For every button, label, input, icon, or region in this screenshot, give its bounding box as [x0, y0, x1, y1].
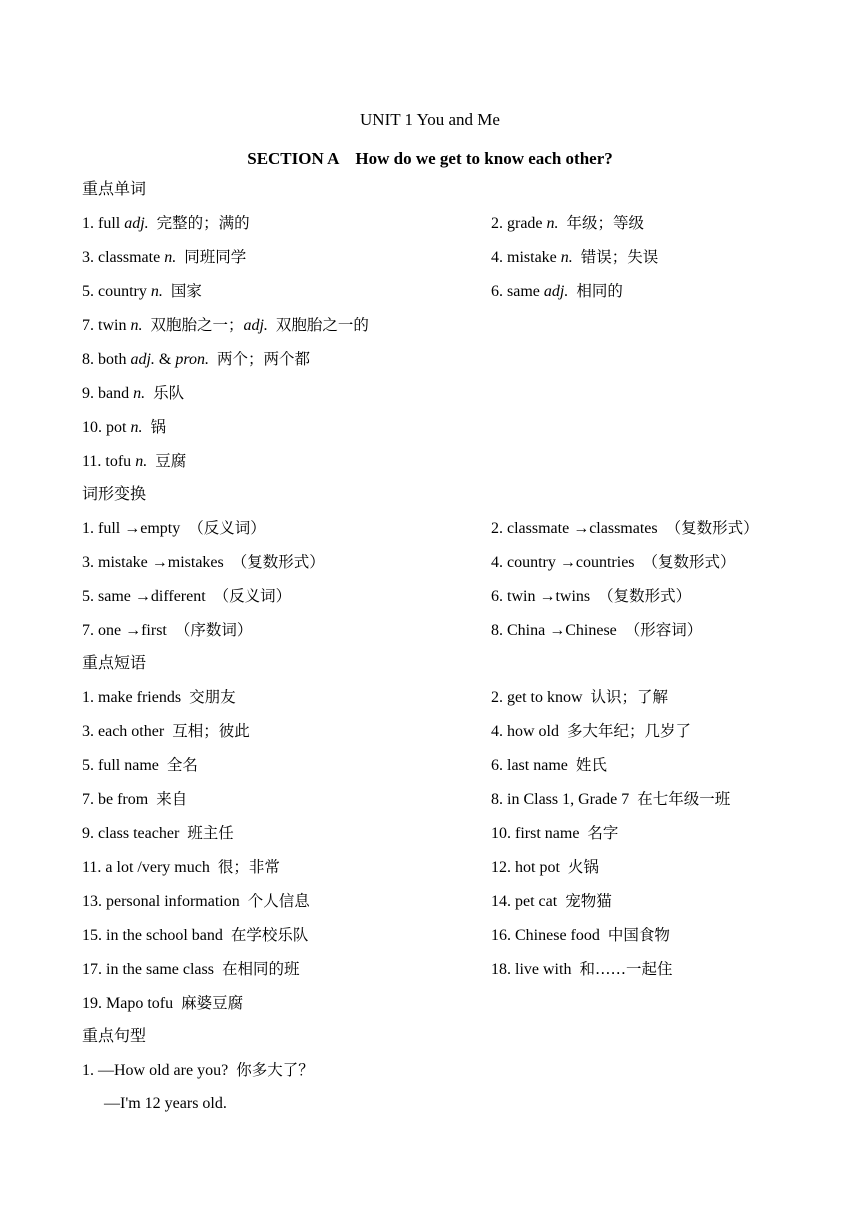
vocab-item: 11. tofu n. 豆腐: [82, 452, 187, 470]
phrase-item: 1. make friends 交朋友 2. get to know 认识；了解: [82, 685, 236, 709]
phrase-item: 9. class teacher 班主任 10. first name 名字: [82, 821, 234, 845]
vocab-item: 5. country n. 国家 6. same adj. 相同的: [82, 279, 202, 303]
phrase-item: 10. first name 名字: [491, 824, 619, 842]
phrase-item: 6. last name 姓氏: [491, 756, 607, 774]
phrase-item: 16. Chinese food 中国食物: [491, 926, 670, 944]
phrase-item: 3. each other 互相；彼此 4. how old 多大年纪；几岁了: [82, 719, 250, 743]
phrase-item: 8. in Class 1, Grade 7 在七年级一班: [491, 790, 731, 808]
phrase-item: 5. full name 全名 6. last name 姓氏: [82, 753, 198, 777]
forms-item: 6. twin →twins （复数形式）: [491, 587, 692, 605]
vocab-item: 7. twin n. 双胞胎之一；adj. 双胞胎之一的: [82, 316, 369, 334]
phrase-item: 18. live with 和……一起住: [491, 960, 673, 978]
forms-item: 7. one →first （序数词） 8. China →Chinese （形容词）: [82, 618, 252, 642]
forms-item: 2. classmate →classmates （复数形式）: [491, 519, 759, 537]
forms-item: 5. same →different （反义词） 6. twin →twins （复数形式）: [82, 584, 291, 608]
forms-item: 8. China →Chinese （形容词）: [491, 621, 703, 639]
forms-heading: 词形变换: [82, 484, 147, 503]
vocab-item: 8. both adj. & pron. 两个；两个都: [82, 350, 311, 368]
vocab-item: 10. pot n. 锅: [82, 418, 166, 436]
unit-title: UNIT 1 You and Me: [360, 110, 500, 129]
forms-item: 4. country →countries （复数形式）: [491, 553, 736, 571]
phrases-heading: 重点短语: [82, 653, 147, 672]
phrase-item: 7. be from 来自 8. in Class 1, Grade 7 在七年级一班: [82, 787, 187, 811]
vocab-item: 1. full adj. 完整的；满的 2. grade n. 年级；等级: [82, 211, 250, 235]
vocab-item: 9. band n. 乐队: [82, 384, 185, 402]
vocab-item: 4. mistake n. 错误；失误: [491, 248, 659, 266]
forms-item: 3. mistake →mistakes （复数形式） 4. country →countries （复数形式）: [82, 550, 325, 574]
phrase-item: 19. Mapo tofu 麻婆豆腐: [82, 994, 244, 1012]
vocab-item: 3. classmate n. 同班同学 4. mistake n. 错误；失误: [82, 245, 246, 269]
section-title: SECTION A How do we get to know each other?: [247, 149, 613, 168]
forms-item: 1. full →empty （反义词） 2. classmate →classmates （复数形式）: [82, 516, 266, 540]
phrase-item: 13. personal information 个人信息 14. pet cat 宠物猫: [82, 889, 310, 913]
phrase-item: 15. in the school band 在学校乐队 16. Chinese food 中国食物: [82, 923, 308, 947]
vocab-item: 2. grade n. 年级；等级: [491, 214, 645, 232]
vocab-item: 6. same adj. 相同的: [491, 282, 623, 300]
phrase-item: 2. get to know 认识；了解: [491, 688, 669, 706]
sentence-line: —I'm 12 years old.: [104, 1095, 227, 1112]
sentences-heading: 重点句型: [82, 1026, 147, 1045]
vocab-heading: 重点单词: [82, 179, 147, 198]
phrase-item: 11. a lot /very much 很；非常 12. hot pot 火锅: [82, 855, 280, 879]
phrase-item: 14. pet cat 宠物猫: [491, 892, 612, 910]
phrase-item: 17. in the same class 在相同的班 18. live with 和……一起住: [82, 957, 299, 981]
sentence-line: 1. —How old are you? 你多大了？: [82, 1061, 314, 1079]
phrase-item: 12. hot pot 火锅: [491, 858, 599, 876]
phrase-item: 4. how old 多大年纪；几岁了: [491, 722, 692, 740]
